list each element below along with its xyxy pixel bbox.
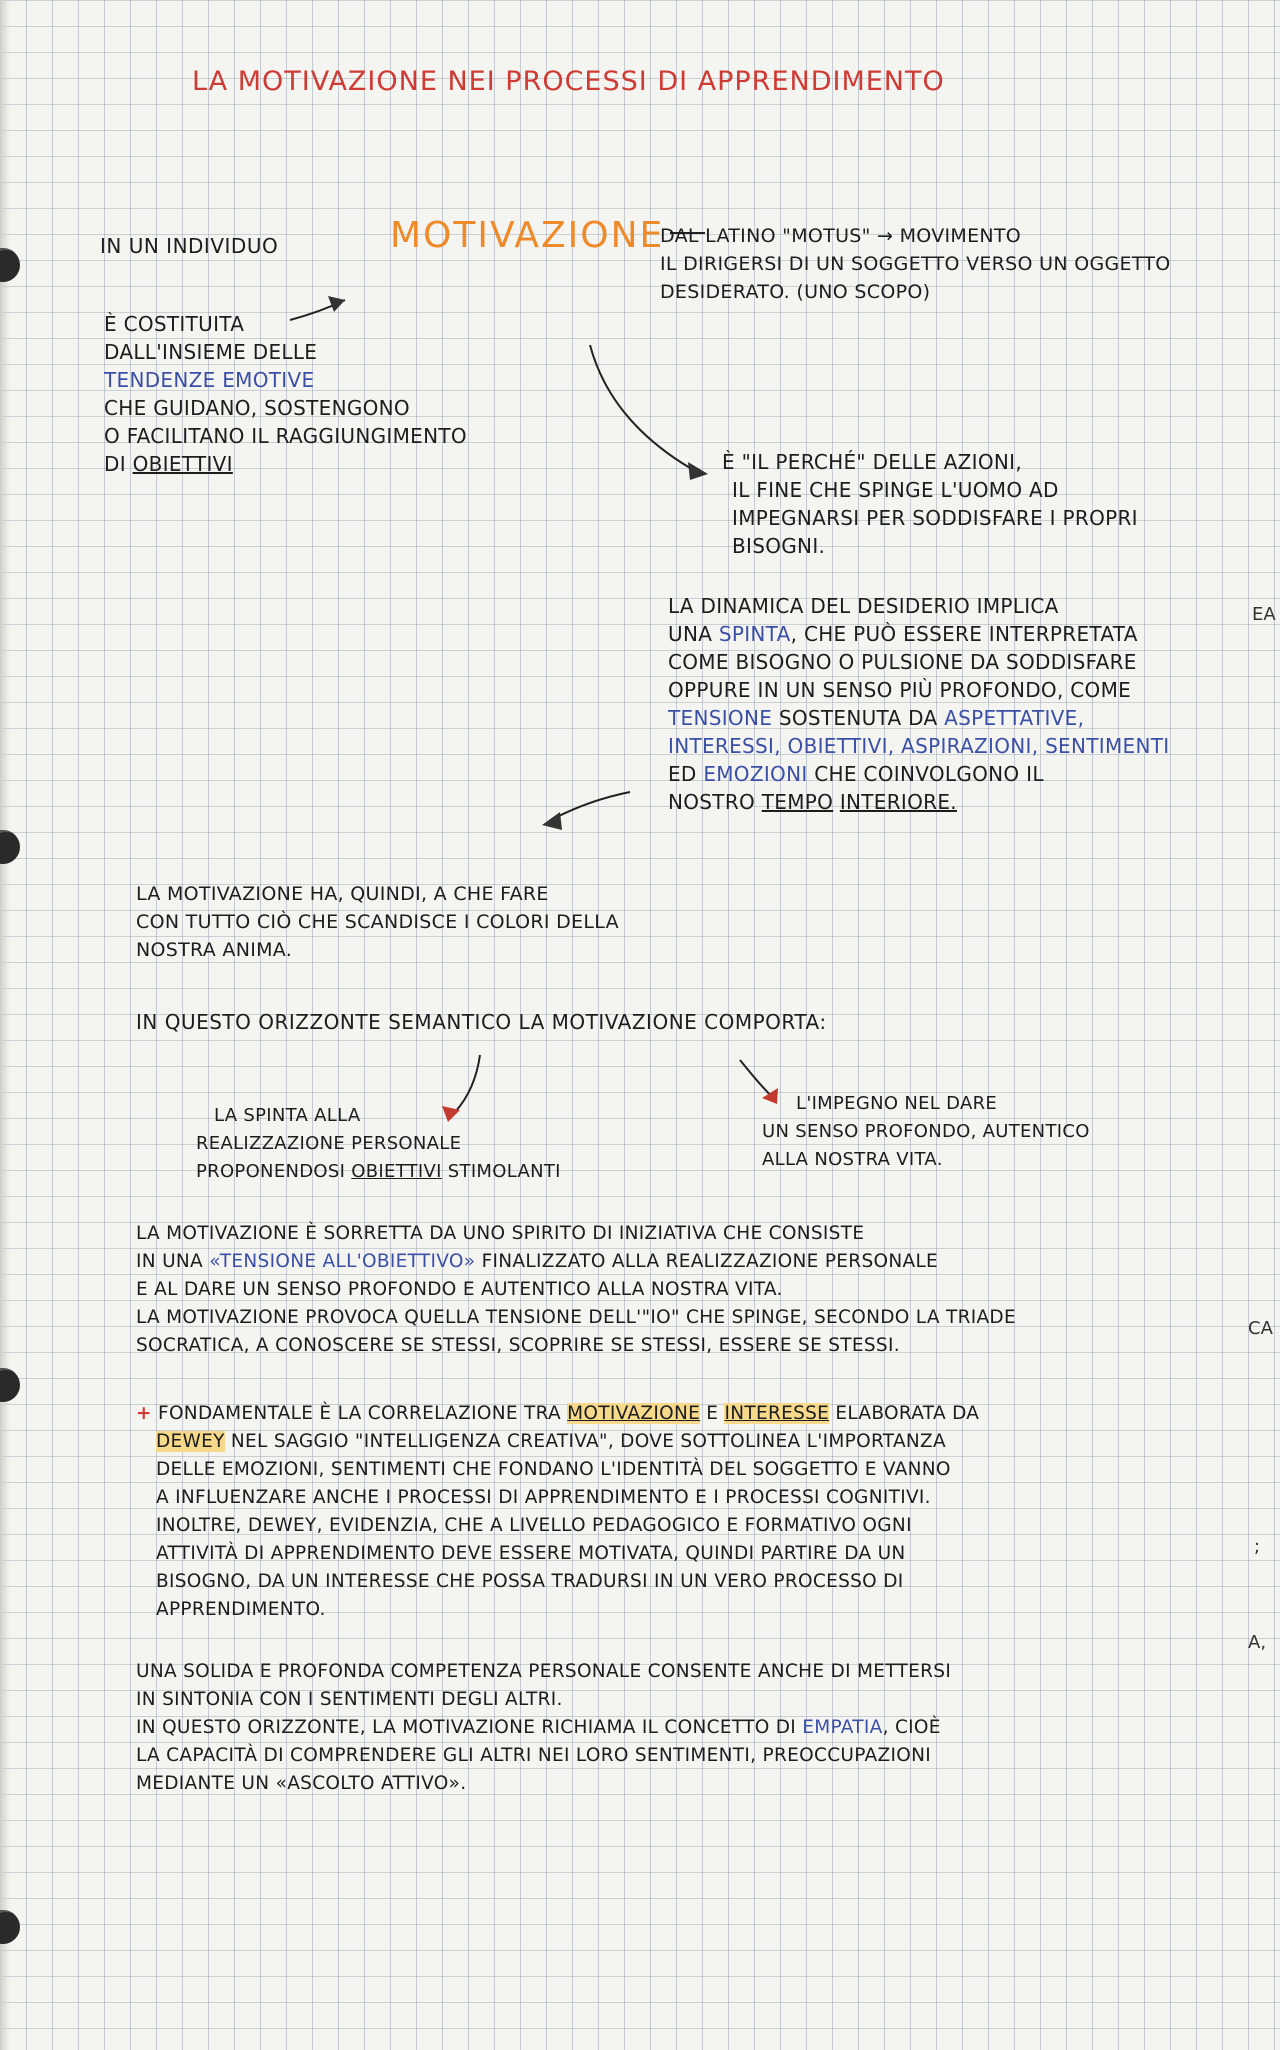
obiettivi-underlined: OBIETTIVI: [132, 452, 233, 476]
tendenze-emotive: TENDENZE EMOTIVE: [104, 368, 315, 392]
empathy-block: [136, 1658, 951, 1798]
empatia-word: EMPATIA: [802, 1717, 883, 1738]
emozioni-word: EMOZIONI: [703, 762, 808, 786]
why-line: BISOGNI.: [732, 534, 826, 558]
dewey-line: INOLTRE, DEWEY, EVIDENZIA, CHE A LIVELLO PEDAGOGICO E FORMATIVO OGNI: [156, 1515, 912, 1536]
spirit-line: E AL DARE UN SENSO PROFONDO E AUTENTICO ALLA NOSTRA VITA.: [136, 1279, 783, 1300]
soul-line: NOSTRA ANIMA.: [136, 939, 293, 961]
definition-line: O FACILITANO IL RAGGIUNGIMENTO: [104, 424, 467, 448]
tensione-word: TENSIONE: [668, 706, 773, 730]
why-line: È "IL PERCHÉ" DELLE AZIONI,: [722, 450, 1023, 474]
empathy-line: UNA SOLIDA E PROFONDA COMPETENZA PERSONALE CONSENTE ANCHE DI METTERSI: [136, 1661, 952, 1682]
dynamic-block: [668, 592, 1169, 816]
dynamic-text: ED: [668, 762, 697, 786]
dynamic-line: OPPURE IN UN SENSO PIÙ PROFONDO, COME: [668, 678, 1132, 702]
heading-motivazione: MOTIVAZIONE: [390, 215, 665, 256]
definition-block: [104, 310, 467, 478]
dewey-block: [136, 1400, 979, 1624]
empathy-line: MEDIANTE UN «ASCOLTO ATTIVO».: [136, 1773, 467, 1794]
branch-line: REALIZZAZIONE PERSONALE: [196, 1133, 462, 1154]
branch-line: ALLA NOSTRA VITA.: [762, 1149, 943, 1170]
motivazione-highlight: MOTIVAZIONE: [567, 1403, 701, 1424]
horizon-heading: IN QUESTO ORIZZONTE SEMANTICO LA MOTIVAZIONE COMPORTA:: [136, 1010, 827, 1034]
interessi-list: INTERESSI, OBIETTIVI, ASPIRAZIONI,: [668, 734, 1039, 758]
margin-note: EA: [1252, 604, 1276, 625]
soul-line: LA MOTIVAZIONE HA, QUINDI, A CHE FARE: [136, 883, 549, 905]
dewey-line: BISOGNO, DA UN INTERESSE CHE POSSA TRADURSI IN UN VERO PROCESSO DI: [156, 1571, 904, 1592]
etymology-line: IL DIRIGERSI DI UN SOGGETTO VERSO UN OGGETTO: [660, 253, 1171, 275]
plus-marker: +: [136, 1403, 152, 1424]
spirit-line: SOCRATICA, A CONOSCERE SE STESSI, SCOPRIRE SE STESSI, ESSERE SE STESSI.: [136, 1335, 900, 1356]
tempo-underlined: TEMPO: [761, 790, 834, 814]
empathy-line: IN SINTONIA CON I SENTIMENTI DEGLI ALTRI.: [136, 1689, 563, 1710]
interesse-highlight: INTERESSE: [724, 1403, 830, 1424]
margin-note: CA: [1248, 1318, 1273, 1339]
obiettivi-underlined: OBIETTIVI: [351, 1161, 442, 1182]
dewey-line: ATTIVITÀ DI APPRENDIMENTO DEVE ESSERE MOTIVATA, QUINDI PARTIRE DA UN: [156, 1543, 906, 1564]
dynamic-text: CHE COINVOLGONO IL: [814, 762, 1044, 786]
etymology-line: DAL LATINO "MOTUS" → MOVIMENTO: [660, 225, 1022, 247]
sentimenti-word: SENTIMENTI: [1045, 734, 1170, 758]
branch-text: STIMOLANTI: [447, 1161, 561, 1182]
why-block: [722, 448, 1138, 560]
margin-note: A,: [1248, 1632, 1267, 1653]
why-line: IMPEGNARSI PER SODDISFARE I PROPRI: [732, 506, 1138, 530]
margin-note: ;: [1254, 1536, 1261, 1557]
intro-text: IN UN INDIVIDUO: [100, 234, 279, 258]
spirit-text: IN UNA: [136, 1251, 204, 1272]
dynamic-line: COME BISOGNO O PULSIONE DA SODDISFARE: [668, 650, 1137, 674]
aspettative-word: ASPETTATIVE,: [944, 706, 1085, 730]
empathy-line: LA CAPACITÀ DI COMPRENDERE GLI ALTRI NEI LORO SENTIMENTI, PREOCCUPAZIONI: [136, 1745, 931, 1766]
dewey-line: DELLE EMOZIONI, SENTIMENTI CHE FONDANO L'IDENTITÀ DEL SOGGETTO E VANNO: [156, 1459, 951, 1480]
dewey-line: A INFLUENZARE ANCHE I PROCESSI DI APPRENDIMENTO E I PROCESSI COGNITIVI.: [156, 1487, 931, 1508]
branch-text: PROPONENDOSI: [196, 1161, 346, 1182]
dewey-text: FONDAMENTALE È LA CORRELAZIONE TRA: [158, 1403, 561, 1424]
arrow-line: [555, 792, 630, 818]
etymology-line: DESIDERATO. (UNO SCOPO): [660, 281, 931, 303]
interiore-underlined: INTERIORE.: [839, 790, 957, 814]
dynamic-text: SOSTENUTA DA: [778, 706, 938, 730]
spirit-line: LA MOTIVAZIONE È SORRETTA DA UNO SPIRITO DI INIZIATIVA CHE CONSISTE: [136, 1223, 865, 1244]
dewey-text: ELABORATA DA: [835, 1403, 980, 1424]
spinta-word: SPINTA: [718, 622, 791, 646]
branch-line: LA SPINTA ALLA: [214, 1105, 361, 1126]
branch-line: L'IMPEGNO NEL DARE: [796, 1093, 998, 1114]
dewey-line: APPRENDIMENTO.: [156, 1599, 326, 1620]
arrow-line: [590, 345, 690, 468]
branch-left: [196, 1102, 561, 1186]
spirit-text: FINALIZZATO ALLA REALIZZAZIONE PERSONALE: [481, 1251, 939, 1272]
branch-right: [762, 1090, 1090, 1174]
definition-line: DALL'INSIEME DELLE: [104, 340, 318, 364]
why-line: IL FINE CHE SPINGE L'UOMO AD: [732, 478, 1059, 502]
branch-line: UN SENSO PROFONDO, AUTENTICO: [762, 1121, 1090, 1142]
dewey-name-highlight: DEWEY: [156, 1431, 225, 1452]
definition-line: È COSTITUITA: [104, 312, 245, 336]
dewey-text: NEL SAGGIO "INTELLIGENZA CREATIVA", DOVE SOTTOLINEA L'IMPORTANZA: [230, 1431, 946, 1452]
dynamic-text: UNA: [668, 622, 713, 646]
soul-block: [136, 880, 619, 964]
etymology-block: [660, 222, 1171, 306]
soul-line: CON TUTTO CIÒ CHE SCANDISCE I COLORI DELLA: [136, 911, 619, 933]
dewey-text: E: [706, 1403, 719, 1424]
dynamic-text: NOSTRO: [668, 790, 756, 814]
definition-prefix: DI: [104, 452, 126, 476]
arrow-head: [542, 812, 562, 830]
arrow-head: [688, 462, 708, 480]
page-title: LA MOTIVAZIONE NEI PROCESSI DI APPRENDIMENTO: [192, 66, 945, 97]
tensione-obiettivo: «TENSIONE ALL'OBIETTIVO»: [209, 1251, 476, 1272]
dynamic-text: , CHE PUÒ ESSERE INTERPRETATA: [790, 622, 1138, 646]
spirit-line: LA MOTIVAZIONE PROVOCA QUELLA TENSIONE DELL'"IO" CHE SPINGE, SECONDO LA TRIADE: [136, 1307, 1016, 1328]
empathy-text: , CIOÈ: [882, 1717, 941, 1738]
dynamic-line: LA DINAMICA DEL DESIDERIO IMPLICA: [668, 594, 1059, 618]
empathy-text: IN QUESTO ORIZZONTE, LA MOTIVAZIONE RICHIAMA IL CONCETTO DI: [136, 1717, 797, 1738]
definition-line: CHE GUIDANO, SOSTENGONO: [104, 396, 410, 420]
spirit-block: [136, 1220, 1016, 1360]
